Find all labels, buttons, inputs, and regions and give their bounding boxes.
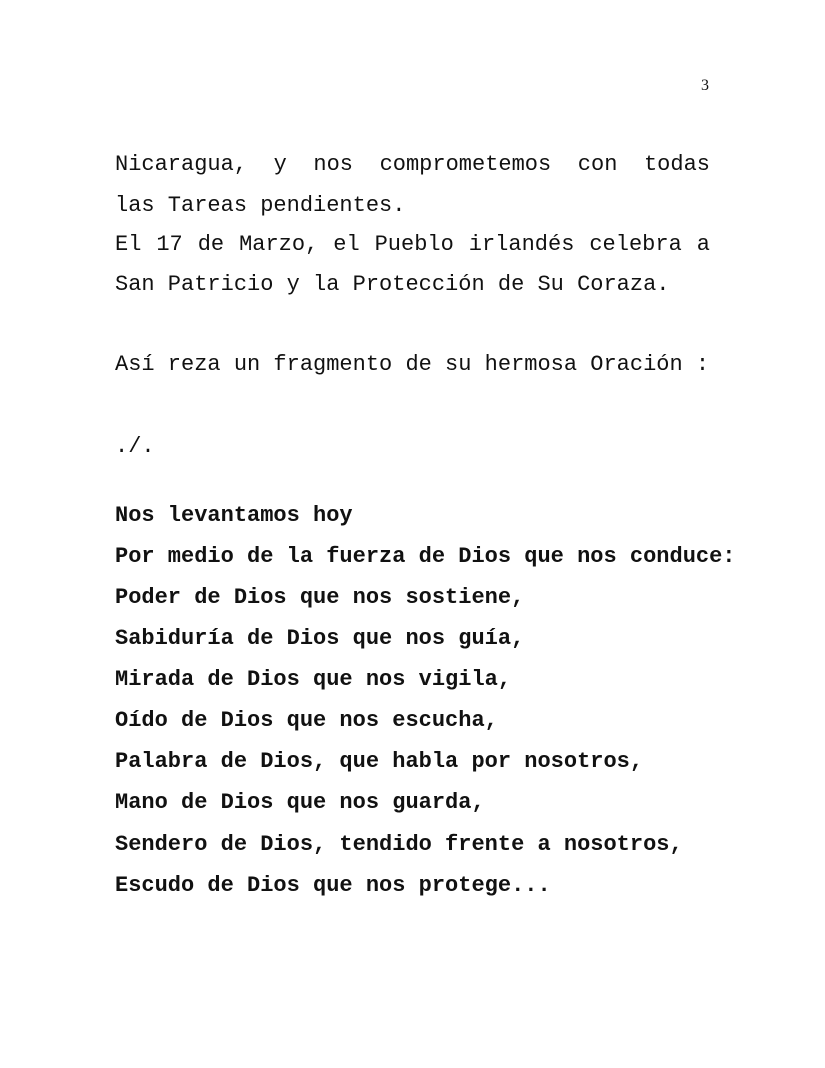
word: nos [313,152,353,177]
prayer-line: Mano de Dios que nos guarda, [115,790,485,815]
intro-line-4: San Patricio y la Protección de Su Coraza. [115,272,670,297]
word: todas [643,152,710,177]
word: irlandés [468,232,575,257]
prayer-line: Sendero de Dios, tendido frente a nosotros, [115,832,683,857]
prayer-line: Sabiduría de Dios que nos guía, [115,626,525,651]
word: comprometemos [379,152,552,177]
word: y [273,152,287,177]
word: Nicaragua, [115,152,248,177]
prayer-line: Mirada de Dios que nos vigila, [115,667,512,692]
word: 17 [156,232,183,257]
prayer-line: Nos levantamos hoy [115,503,353,528]
word: Pueblo [374,232,454,257]
intro-line-1 [115,152,710,178]
prayer-line: Poder de Dios que nos sostiene, [115,585,525,610]
prayer-intro: Así reza un fragmento de su hermosa Oración : [115,352,710,377]
word: con [577,152,618,177]
word: Marzo, [239,232,319,257]
word: celebra [589,232,682,257]
prayer-line: Palabra de Dios, que habla por nosotros, [115,749,644,774]
word: de [197,232,225,257]
word: El [115,232,142,257]
word: a [696,232,710,257]
intro-line-3 [115,232,710,258]
prayer-line: Escudo de Dios que nos protege... [115,873,551,898]
prayer-line: Oído de Dios que nos escucha, [115,708,498,733]
intro-line-2: las Tareas pendientes. [115,193,406,218]
separator: ./. [115,434,155,459]
prayer-line: Por medio de la fuerza de Dios que nos conduce: [115,544,736,569]
page-number: 3 [701,77,709,94]
word: el [333,232,360,257]
